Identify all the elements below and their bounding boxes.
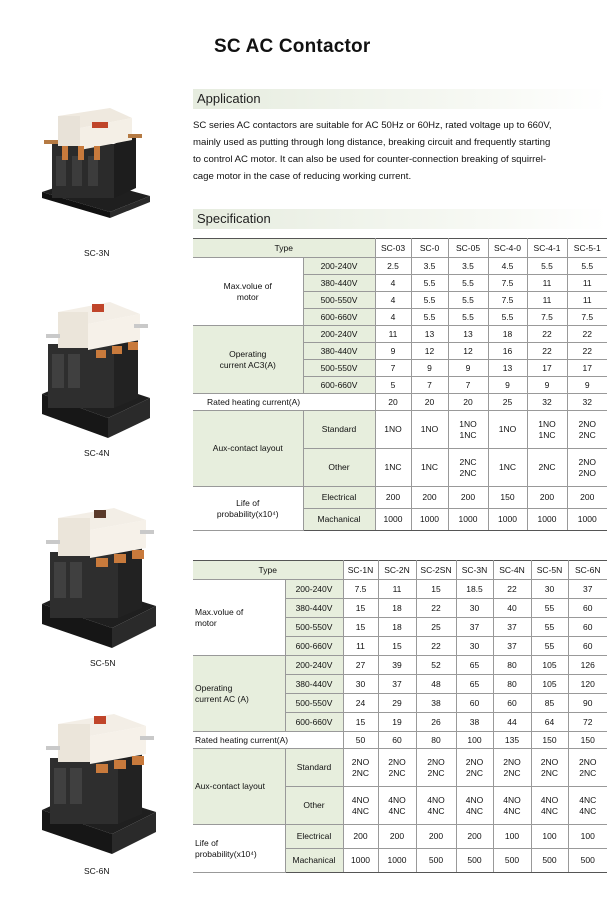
voltage-label: 600-660V <box>303 377 375 394</box>
cell: 200 <box>375 487 411 509</box>
cell: 55 <box>531 637 568 656</box>
cell-line: 1NC <box>538 429 556 440</box>
cell-line: 2NO <box>351 756 370 767</box>
cell-line: 2NC <box>465 767 483 778</box>
cell: 12 <box>411 343 448 360</box>
cell: 4 <box>375 275 411 292</box>
cell <box>375 449 411 487</box>
cell-line: 2NO <box>578 418 596 429</box>
product-label-sc-5n: SC-5N <box>90 658 116 668</box>
cell-line: 4NC <box>427 805 445 816</box>
mechanical-label: Machanical <box>285 849 343 873</box>
cell: 60 <box>493 694 531 713</box>
cell: 20 <box>448 394 488 411</box>
cell: 60 <box>568 599 607 618</box>
cell-line: 4NC <box>351 805 369 816</box>
cell: 19 <box>378 713 416 732</box>
cell <box>456 749 493 787</box>
cell: 37 <box>568 580 607 599</box>
model-header: SC-5-1 <box>567 239 607 258</box>
voltage-label: 500-550V <box>303 292 375 309</box>
type-header: Type <box>193 239 375 258</box>
application-line: cage motor in the case of reducing working current. <box>193 171 412 182</box>
cell: 37 <box>493 637 531 656</box>
model-header: SC-4-1 <box>527 239 567 258</box>
voltage-label: 500-550V <box>285 694 343 713</box>
cell: 50 <box>343 732 378 749</box>
cell: 22 <box>567 326 607 343</box>
cell: 55 <box>531 618 568 637</box>
cell: 150 <box>568 732 607 749</box>
cell <box>456 787 493 825</box>
cell: 5 <box>375 377 411 394</box>
product-image-sc-4n <box>38 294 154 445</box>
motor-label-line: Max.volue of <box>223 280 272 291</box>
cell-line: 1NC <box>498 462 516 472</box>
application-text <box>193 117 607 185</box>
cell: 2.5 <box>375 258 411 275</box>
cell: 4.5 <box>488 258 527 275</box>
cell: 7 <box>411 377 448 394</box>
model-header: SC-6N <box>568 561 607 580</box>
cell <box>448 411 488 449</box>
cell: 18 <box>488 326 527 343</box>
current-label-line: current AC (A) <box>195 693 249 704</box>
cell: 80 <box>416 732 456 749</box>
cell: 100 <box>531 825 568 849</box>
model-header: SC-2N <box>378 561 416 580</box>
page-title: SC AC Contactor <box>214 36 371 57</box>
cell: 200 <box>378 825 416 849</box>
cell: 135 <box>493 732 531 749</box>
voltage-label: 380-440V <box>303 343 375 360</box>
cell: 25 <box>416 618 456 637</box>
voltage-label: 500-550V <box>285 618 343 637</box>
cell: 500 <box>456 849 493 873</box>
cell <box>493 787 531 825</box>
voltage-label: 200-240V <box>303 326 375 343</box>
cell: 26 <box>416 713 456 732</box>
cell: 30 <box>343 675 378 694</box>
cell: 500 <box>493 849 531 873</box>
cell: 30 <box>531 580 568 599</box>
cell: 5.5 <box>448 292 488 309</box>
cell: 30 <box>456 637 493 656</box>
cell: 11 <box>343 637 378 656</box>
cell: 22 <box>416 599 456 618</box>
motor-label-line: motor <box>195 617 217 628</box>
standard-label: Standard <box>285 749 343 787</box>
cell: 1000 <box>567 509 607 531</box>
cell <box>343 787 378 825</box>
cell-line: 2NO <box>578 456 596 467</box>
cell: 5.5 <box>411 275 448 292</box>
application-line: to control AC motor. It can also be used for counter-connection breaking of squirrel- <box>193 154 547 165</box>
cell: 80 <box>493 675 531 694</box>
cell: 37 <box>456 618 493 637</box>
cell: 12 <box>448 343 488 360</box>
aux-group-label: Aux-contact layout <box>193 749 285 825</box>
cell: 9 <box>411 360 448 377</box>
cell: 15 <box>343 713 378 732</box>
voltage-label: 600-660V <box>285 713 343 732</box>
model-header: SC-4-0 <box>488 239 527 258</box>
cell-line: 4NC <box>579 805 597 816</box>
cell-line: 4NC <box>503 805 521 816</box>
cell: 7 <box>375 360 411 377</box>
cell-line: 2NC <box>351 767 369 778</box>
model-header: SC-1N <box>343 561 378 580</box>
voltage-label: 380-440V <box>285 599 343 618</box>
cell: 44 <box>493 713 531 732</box>
cell-line: 2NC <box>578 429 596 440</box>
cell: 100 <box>493 825 531 849</box>
cell: 126 <box>568 656 607 675</box>
cell-line: 1NC <box>420 462 438 472</box>
cell: 500 <box>568 849 607 873</box>
model-header: SC-5N <box>531 561 568 580</box>
spec-table-1 <box>193 238 607 531</box>
cell: 32 <box>567 394 607 411</box>
cell: 11 <box>567 292 607 309</box>
voltage-label: 600-660V <box>285 637 343 656</box>
model-header: SC-0 <box>411 239 448 258</box>
cell: 29 <box>378 694 416 713</box>
cell: 65 <box>456 656 493 675</box>
cell-line: 2NC <box>540 767 558 778</box>
cell: 5.5 <box>488 309 527 326</box>
cell-line: 1NO <box>538 418 556 429</box>
current-group-label <box>193 656 285 732</box>
cell <box>567 411 607 449</box>
cell: 5.5 <box>527 258 567 275</box>
cell: 3.5 <box>448 258 488 275</box>
current-label-line: Operating <box>229 348 267 359</box>
electrical-label: Electrical <box>303 487 375 509</box>
current-label-line: Operating <box>195 682 233 693</box>
voltage-label: 380-440V <box>303 275 375 292</box>
application-heading: Application <box>193 89 607 109</box>
voltage-label: 600-660V <box>303 309 375 326</box>
heating-label: Rated heating current(A) <box>193 394 375 411</box>
cell: 7.5 <box>488 292 527 309</box>
cell: 55 <box>531 599 568 618</box>
cell: 9 <box>375 343 411 360</box>
cell-line: 1NO <box>459 418 477 429</box>
current-group-label <box>193 326 303 394</box>
cell-line: 2NC <box>459 456 477 467</box>
cell-line: 4NO <box>503 794 521 805</box>
cell: 5.5 <box>411 309 448 326</box>
cell: 11 <box>527 292 567 309</box>
cell <box>411 449 448 487</box>
cell-line: 2NO <box>540 756 559 767</box>
application-line: mainly used as putting through long distance, breaking circuit and frequently starting <box>193 137 551 148</box>
voltage-label: 200-240V <box>303 258 375 275</box>
cell-line: 2NO <box>465 756 484 767</box>
cell <box>568 787 607 825</box>
cell-line: 4NO <box>540 794 559 805</box>
life-label-line: Life of <box>195 837 219 848</box>
life-label-line: probability(x10⁴) <box>216 508 279 519</box>
cell: 1000 <box>375 509 411 531</box>
electrical-label: Electrical <box>285 825 343 849</box>
motor-label-line: Max.volue of <box>195 606 244 617</box>
cell: 100 <box>456 732 493 749</box>
cell-line: 2NC <box>579 767 597 778</box>
cell: 22 <box>527 326 567 343</box>
cell: 60 <box>568 618 607 637</box>
cell: 38 <box>456 713 493 732</box>
cell: 9 <box>567 377 607 394</box>
model-header: SC-05 <box>448 239 488 258</box>
model-header: SC-2SN <box>416 561 456 580</box>
cell <box>568 749 607 787</box>
model-header: SC-3N <box>456 561 493 580</box>
cell <box>375 411 411 449</box>
cell-line: 1NO <box>498 424 517 434</box>
cell: 40 <box>493 599 531 618</box>
cell: 52 <box>416 656 456 675</box>
cell: 150 <box>531 732 568 749</box>
cell <box>448 449 488 487</box>
cell-line: 1NO <box>420 424 439 434</box>
mechanical-label: Machanical <box>303 509 375 531</box>
cell: 11 <box>567 275 607 292</box>
cell <box>343 749 378 787</box>
cell: 13 <box>448 326 488 343</box>
cell: 5.5 <box>448 275 488 292</box>
cell-line: 2NO <box>503 756 521 767</box>
cell: 1000 <box>343 849 378 873</box>
voltage-label: 200-240V <box>285 656 343 675</box>
cell: 90 <box>568 694 607 713</box>
motor-label-line: motor <box>236 291 259 302</box>
cell: 15 <box>343 618 378 637</box>
cell: 1000 <box>378 849 416 873</box>
cell: 72 <box>568 713 607 732</box>
cell: 200 <box>527 487 567 509</box>
cell: 22 <box>527 343 567 360</box>
cell: 13 <box>488 360 527 377</box>
cell: 100 <box>568 825 607 849</box>
cell: 9 <box>448 360 488 377</box>
cell: 5.5 <box>448 309 488 326</box>
cell: 37 <box>378 675 416 694</box>
cell: 85 <box>531 694 568 713</box>
cell: 38 <box>416 694 456 713</box>
cell: 15 <box>416 580 456 599</box>
standard-label: Standard <box>303 411 375 449</box>
cell-line: 2NC <box>538 462 556 472</box>
cell-line: 2NO <box>388 756 406 767</box>
cell <box>531 787 568 825</box>
cell: 18 <box>378 618 416 637</box>
cell <box>488 411 527 449</box>
cell: 20 <box>411 394 448 411</box>
other-label: Other <box>303 449 375 487</box>
product-image-sc-3n <box>40 100 152 223</box>
cell: 9 <box>488 377 527 394</box>
cell <box>527 449 567 487</box>
cell-line: 4NO <box>388 794 406 805</box>
cell: 7.5 <box>567 309 607 326</box>
cell: 64 <box>531 713 568 732</box>
voltage-label: 500-550V <box>303 360 375 377</box>
cell <box>378 749 416 787</box>
aux-group-label: Aux-contact layout <box>193 411 303 487</box>
cell: 200 <box>411 487 448 509</box>
cell: 18 <box>378 599 416 618</box>
life-group-label <box>193 825 285 873</box>
cell: 11 <box>527 275 567 292</box>
cell: 200 <box>567 487 607 509</box>
cell: 15 <box>378 637 416 656</box>
spec-table-2 <box>193 560 607 873</box>
cell: 1000 <box>488 509 527 531</box>
cell: 500 <box>531 849 568 873</box>
cell: 25 <box>488 394 527 411</box>
type-header: Type <box>193 561 343 580</box>
cell <box>527 411 567 449</box>
cell-line: 4NC <box>540 805 558 816</box>
cell: 120 <box>568 675 607 694</box>
cell: 27 <box>343 656 378 675</box>
cell: 5.5 <box>567 258 607 275</box>
cell: 39 <box>378 656 416 675</box>
product-label-sc-4n: SC-4N <box>84 448 110 458</box>
heating-label: Rated heating current(A) <box>193 732 343 749</box>
motor-group-label <box>193 258 303 326</box>
cell <box>531 749 568 787</box>
cell: 60 <box>456 694 493 713</box>
cell: 1000 <box>527 509 567 531</box>
voltage-label: 380-440V <box>285 675 343 694</box>
cell: 16 <box>488 343 527 360</box>
cell <box>416 749 456 787</box>
cell: 3.5 <box>411 258 448 275</box>
cell: 1000 <box>448 509 488 531</box>
cell: 500 <box>416 849 456 873</box>
cell: 24 <box>343 694 378 713</box>
cell: 65 <box>456 675 493 694</box>
cell: 200 <box>343 825 378 849</box>
cell: 80 <box>493 656 531 675</box>
cell: 17 <box>527 360 567 377</box>
cell: 48 <box>416 675 456 694</box>
cell-line: 2NO <box>579 756 597 767</box>
cell: 7.5 <box>343 580 378 599</box>
cell: 60 <box>568 637 607 656</box>
cell: 20 <box>375 394 411 411</box>
cell: 105 <box>531 656 568 675</box>
cell-line: 2NC <box>427 767 445 778</box>
cell: 150 <box>488 487 527 509</box>
cell: 7.5 <box>527 309 567 326</box>
cell-line: 4NO <box>351 794 370 805</box>
cell: 1000 <box>411 509 448 531</box>
cell: 4 <box>375 309 411 326</box>
cell: 7.5 <box>488 275 527 292</box>
cell: 7 <box>448 377 488 394</box>
product-label-sc-3n: SC-3N <box>84 248 110 258</box>
cell-line: 1NO <box>384 424 402 434</box>
cell-line: 1NC <box>459 429 477 440</box>
cell: 105 <box>531 675 568 694</box>
cell <box>411 411 448 449</box>
cell: 11 <box>378 580 416 599</box>
cell-line: 2NC <box>388 767 406 778</box>
cell-line: 4NC <box>465 805 483 816</box>
cell: 9 <box>527 377 567 394</box>
cell: 15 <box>343 599 378 618</box>
cell-line: 2NC <box>503 767 521 778</box>
cell <box>567 449 607 487</box>
product-image-sc-5n <box>36 500 160 655</box>
cell <box>378 787 416 825</box>
cell: 30 <box>456 599 493 618</box>
specification-heading: Specification <box>193 209 607 229</box>
cell: 200 <box>456 825 493 849</box>
cell-line: 1NC <box>384 462 402 472</box>
voltage-label: 200-240V <box>285 580 343 599</box>
product-image-sc-6n <box>36 704 160 861</box>
cell: 22 <box>567 343 607 360</box>
product-label-sc-6n: SC-6N <box>84 866 110 876</box>
cell: 4 <box>375 292 411 309</box>
motor-group-label <box>193 580 285 656</box>
model-header: SC-03 <box>375 239 411 258</box>
life-label-line: probability(x10⁴) <box>195 848 257 859</box>
life-group-label <box>193 487 303 531</box>
cell: 37 <box>493 618 531 637</box>
cell: 22 <box>416 637 456 656</box>
other-label: Other <box>285 787 343 825</box>
cell-line: 2NC <box>459 467 477 478</box>
cell: 17 <box>567 360 607 377</box>
cell: 11 <box>375 326 411 343</box>
cell <box>493 749 531 787</box>
cell: 18.5 <box>456 580 493 599</box>
cell: 32 <box>527 394 567 411</box>
cell-line: 2NO <box>427 756 445 767</box>
cell-line: 4NO <box>465 794 484 805</box>
cell: 5.5 <box>411 292 448 309</box>
model-header: SC-4N <box>493 561 531 580</box>
cell: 13 <box>411 326 448 343</box>
cell: 200 <box>416 825 456 849</box>
cell: 22 <box>493 580 531 599</box>
cell <box>488 449 527 487</box>
cell: 200 <box>448 487 488 509</box>
life-label-line: Life of <box>236 497 260 508</box>
cell <box>416 787 456 825</box>
cell-line: 4NC <box>579 794 597 805</box>
cell-line: 2NO <box>578 467 596 478</box>
cell-line: 4NO <box>427 794 445 805</box>
cell: 60 <box>378 732 416 749</box>
application-line: SC series AC contactors are suitable for AC 50Hz or 60Hz, rated voltage up to 660V, <box>193 120 552 131</box>
cell-line: 4NC <box>388 805 406 816</box>
current-label-line: current AC3(A) <box>219 359 276 370</box>
